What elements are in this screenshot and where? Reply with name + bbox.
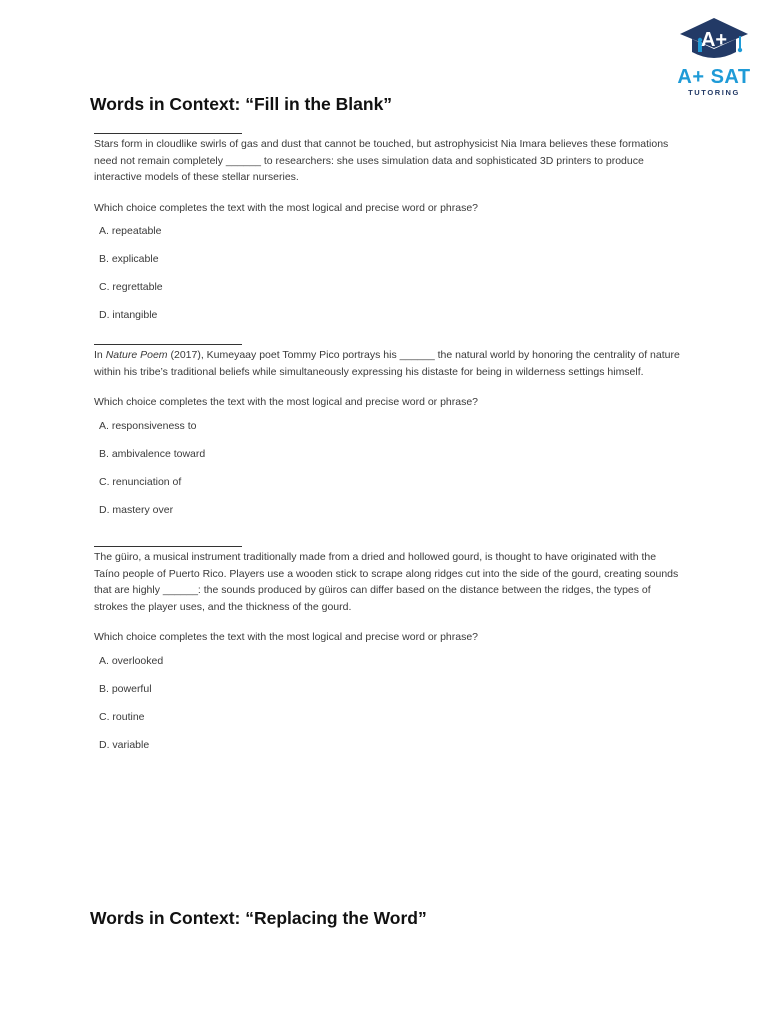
question-passage <box>94 347 684 380</box>
passage-text: (2017), Kumeyaay poet Tommy Pico portrays his ______ the natural world by honoring the centrality of nature within his tribe’s traditional beliefs while simultaneously expressing his distaste for being in wilderness settings himself. <box>94 349 680 378</box>
answer-choice-b[interactable]: B. explicable <box>99 253 159 265</box>
answer-choice-a[interactable]: A. repeatable <box>99 225 162 237</box>
question-passage: The güiro, a musical instrument traditionally made from a dried and hollowed gourd, is thought to have originated with the Taíno people of Puerto Rico. Players use a wooden stick to scrape along ridges cut into the side of the gourd, creating sounds that are highly ______: the sounds produced by güiros can differ based on the distance between the ridges, the types of strokes the player uses, and the thickness of the gourd. <box>94 551 679 613</box>
answer-choice-c[interactable]: C. regrettable <box>99 281 163 293</box>
question-passage: Stars form in cloudlike swirls of gas and dust that cannot be touched, but astrophysicist Nia Imara believes these formations need not remain completely ______ to researchers: she uses simulation data and sophisticated 3D printers to produce interactive models of these stellar nurseries. <box>94 138 669 183</box>
question-block <box>94 546 684 764</box>
answer-choice-a[interactable]: A. responsiveness to <box>99 419 197 432</box>
answer-choice-d[interactable]: D. intangible <box>99 309 158 321</box>
answer-choice-c[interactable]: C. renunciation of <box>99 475 182 488</box>
passage-book-title: Nature Poem <box>105 349 168 361</box>
logo-subtitle: TUTORING <box>688 88 740 97</box>
graduation-cap-icon <box>678 16 750 66</box>
section-heading-fill-blank: Words in Context: “Fill in the Blank” <box>90 94 393 114</box>
passage-text: In <box>94 349 106 361</box>
question-prompt: Which choice completes the text with the most logical and precise word or phrase? <box>94 396 479 408</box>
question-prompt: Which choice completes the text with the most logical and precise word or phrase? <box>94 201 479 214</box>
question-rule <box>94 133 242 134</box>
answer-choice-c[interactable]: C. routine <box>99 710 145 723</box>
answer-choice-b[interactable]: B. ambivalence toward <box>99 447 206 460</box>
brand-logo <box>670 16 758 98</box>
answer-choice-d[interactable]: D. variable <box>99 738 150 751</box>
answer-choice-a[interactable]: A. overlooked <box>99 654 164 667</box>
logo-title: A+ SAT <box>677 66 751 88</box>
question-rule <box>94 344 242 345</box>
section-heading-replacing-word: Words in Context: “Replacing the Word” <box>90 908 427 928</box>
question-block <box>94 344 684 529</box>
answer-choice-d[interactable]: D. mastery over <box>99 503 174 516</box>
answer-choice-b[interactable]: B. powerful <box>99 682 152 695</box>
question-rule <box>94 546 242 547</box>
question-block <box>94 133 684 334</box>
svg-text:A+: A+ <box>700 29 728 51</box>
question-prompt: Which choice completes the text with the most logical and precise word or phrase? <box>94 631 479 643</box>
